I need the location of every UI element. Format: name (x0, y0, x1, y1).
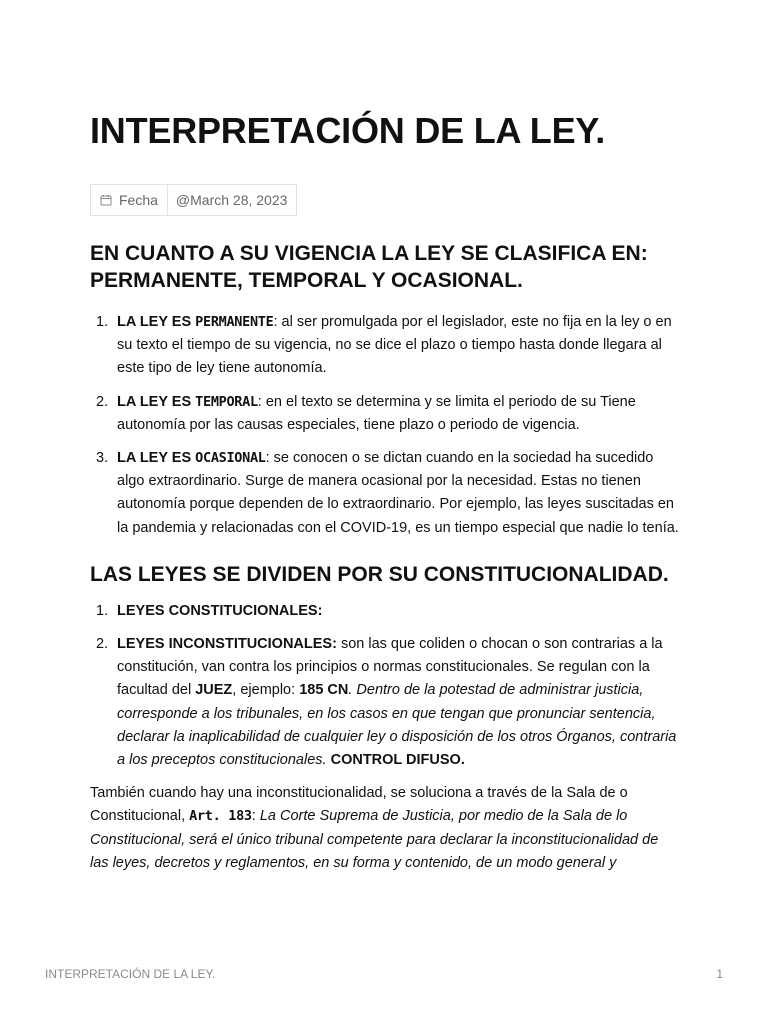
item-text: : en el texto se determina y se limita el periodo de su Tiene autonomía por las causas especiales, tiene plazo o periodo de vigencia. (117, 393, 636, 433)
article-ref: 185 CN (299, 682, 349, 699)
list-item (90, 600, 680, 623)
term-keyword: PERMANENTE (195, 314, 274, 330)
paragraph-text: : (251, 808, 260, 825)
constitucionalidad-list (90, 600, 680, 772)
section-heading-vigencia: EN CUANTO A SU VIGENCIA LA LEY SE CLASIFICA EN: PERMANENTE, TEMPORAL Y OCASIONAL. (90, 242, 648, 292)
property-key (91, 185, 168, 215)
item-text: , ejemplo: (232, 682, 300, 699)
article-ref: Art. 183 (189, 808, 252, 825)
list-item (90, 311, 680, 381)
calendar-icon (100, 194, 112, 206)
article-quote: La Corte Suprema de Justicia, por medio de la Sala de lo Constitucional, será el único tribunal competente para declarar la inconstitucionalidad de las leyes, decretos y reglamentos, en su forma y contenido, de un modo general y (90, 808, 659, 871)
date-property (90, 184, 297, 216)
list-item (90, 447, 680, 540)
paragraph-text: También cuando hay una inconstitucionalidad, se soluciona a través de la Sala de o Constitucional, (90, 785, 628, 825)
closing-paragraph (90, 782, 680, 875)
article-quote: . Dentro de la potestad de administrar justicia, corresponde a los tribunales, en los casos en que tengan que pronunciar sentencia, declarar la inaplicabilidad de cualquier ley o disposición de los otros Órganos, contraria a los preceptos constitucionales. (117, 682, 677, 769)
item-text: : se conocen o se dictan cuando en la sociedad ha sucedido algo extraordinario. Surge de manera ocasional por la necesidad. Estas no tienen autonomía porque dependen de lo extraordinario. Por ejemplo, las leyes suscitadas en la pandemia y relacionadas con el COVID-19, es un tiempo especial que nadie lo tenía. (117, 450, 679, 536)
page-number: 1 (716, 967, 723, 981)
page-title: INTERPRETACIÓN DE LA LEY. (90, 110, 606, 151)
list-number: 2. (96, 393, 109, 410)
list-number: 2. (96, 636, 109, 653)
control-difuso: CONTROL DIFUSO. (326, 752, 465, 769)
item-label: LEYES INCONSTITUCIONALES: (117, 636, 337, 653)
list-item (90, 391, 680, 437)
list-number: 1. (96, 314, 109, 330)
juez-term: JUEZ (195, 682, 233, 699)
item-text: son las que coliden o chocan o son contrarias a la constitución, van contra los principios o normas constitucionales. Se regulan con la facultad del (117, 636, 663, 699)
item-label: LEYES CONSTITUCIONALES: (117, 602, 323, 619)
footer-title: INTERPRETACIÓN DE LA LEY. (45, 967, 216, 981)
term-keyword: TEMPORAL (195, 393, 258, 410)
term-prefix: LA LEY ES (117, 450, 196, 467)
property-value: @March 28, 2023 (175, 192, 288, 208)
item-text: : al ser promulgada por el legislador, este no fija en la ley o en su texto el tiempo de su vigencia, no se dice el plazo o tiempo hasta donde llegara al este tipo de ley tiene autonomía. (117, 314, 672, 377)
vigencia-list (90, 311, 680, 540)
section-heading-constitucionalidad: LAS LEYES SE DIVIDEN POR SU CONSTITUCIONALIDAD. (90, 562, 669, 586)
property-key-label: Fecha (119, 192, 158, 208)
list-item (90, 633, 680, 772)
term-keyword: OCASIONAL (195, 450, 266, 467)
term-prefix: LA LEY ES (117, 393, 196, 410)
document-body (90, 240, 680, 875)
term-prefix: LA LEY ES (117, 314, 196, 330)
list-number: 1. (96, 602, 109, 619)
list-number: 3. (96, 450, 109, 467)
